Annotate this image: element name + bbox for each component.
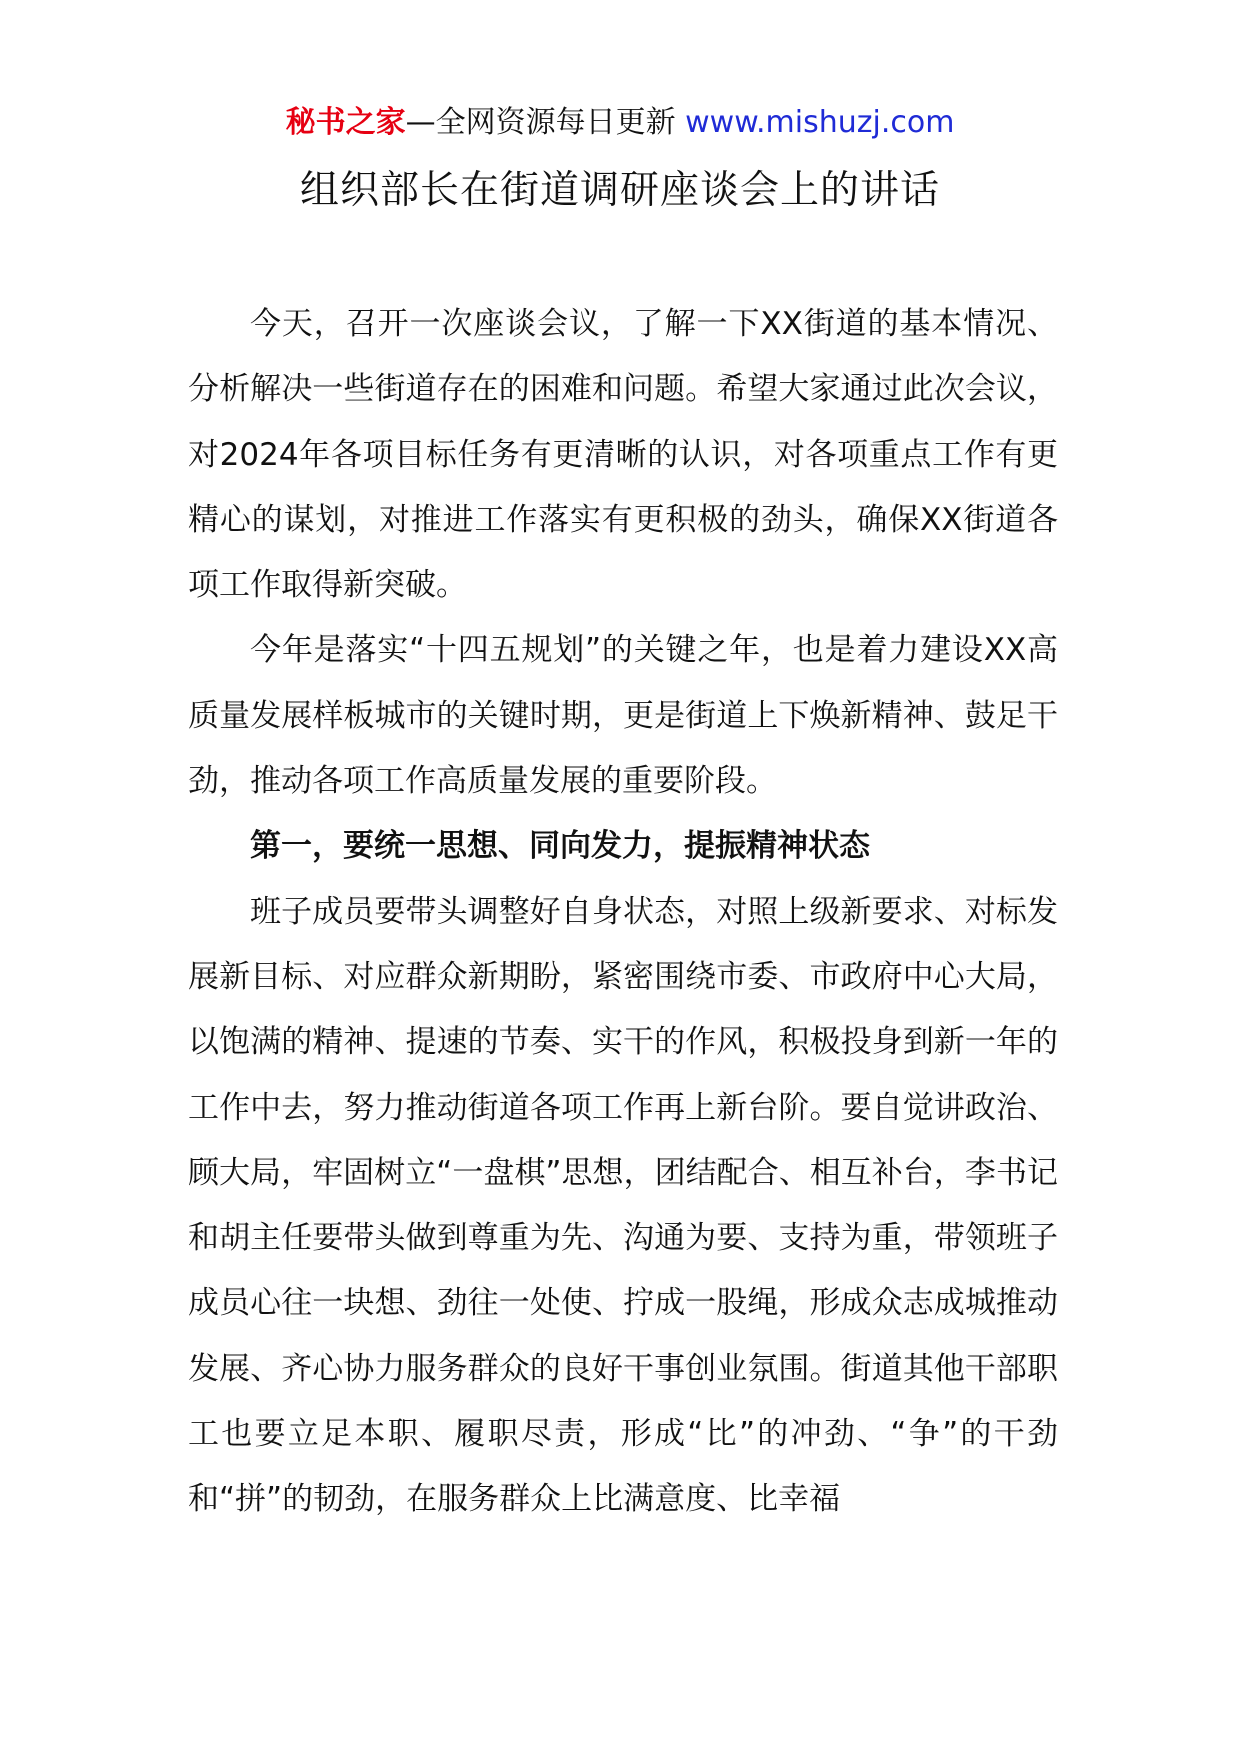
paragraph-section-one: 班子成员要带头调整好自身状态，对照上级新要求、对标发展新目标、对应群众新期盼，紧密围绕市委、市政府中心大局，以饱满的精神、提速的节奏、实干的作风，积极投身到新一年的工作中去，努力推动街道各项工作再上新台阶。要自觉讲政治、顾大局，牢固树立“一盘棋”思想，团结配合、相互补台，李书记和胡主任要带头做到尊重为先、沟通为要、支持为重，带领班子成员心往一块想、劲往一处使、拧成一股绳，形成众志成城推动发展、齐心协力服务群众的良好干事创业氛围。街道其他干部职工也要立足本职、履职尽责，形成“比”的冲劲、“争”的干劲和“拼”的韧劲，在服务群众上比满意度、比幸福 [188, 893, 1058, 1518]
paragraph-intro: 今天，召开一次座谈会议，了解一下XX街道的基本情况、分析解决一些街道存在的困难和问题。希望大家通过此次会议，对2024年各项目标任务有更清晰的认识，对各项重点工作有更精心的谋划，对推进工作落实有更积极的劲头，确保XX街道各项工作取得新突破。 [188, 306, 1058, 604]
paragraph-context: 今年是落实“十四五规划”的关键之年，也是着力建设XX高质量发展样板城市的关键时期，更是街道上下焕新精神、鼓足干劲，推动各项工作高质量发展的重要阶段。 [188, 632, 1058, 800]
document-title: 组织部长在街道调研座谈会上的讲话 [299, 168, 940, 213]
section-heading-first: 第一，要统一思想、同向发力，提振精神状态 [250, 828, 870, 865]
document-body [188, 292, 1058, 1533]
site-brand: 秘书之家 [285, 105, 406, 140]
site-tagline: —全网资源每日更新 [405, 105, 686, 140]
site-header [0, 103, 1240, 143]
site-url-link[interactable]: www.mishuzj.com [685, 105, 955, 140]
